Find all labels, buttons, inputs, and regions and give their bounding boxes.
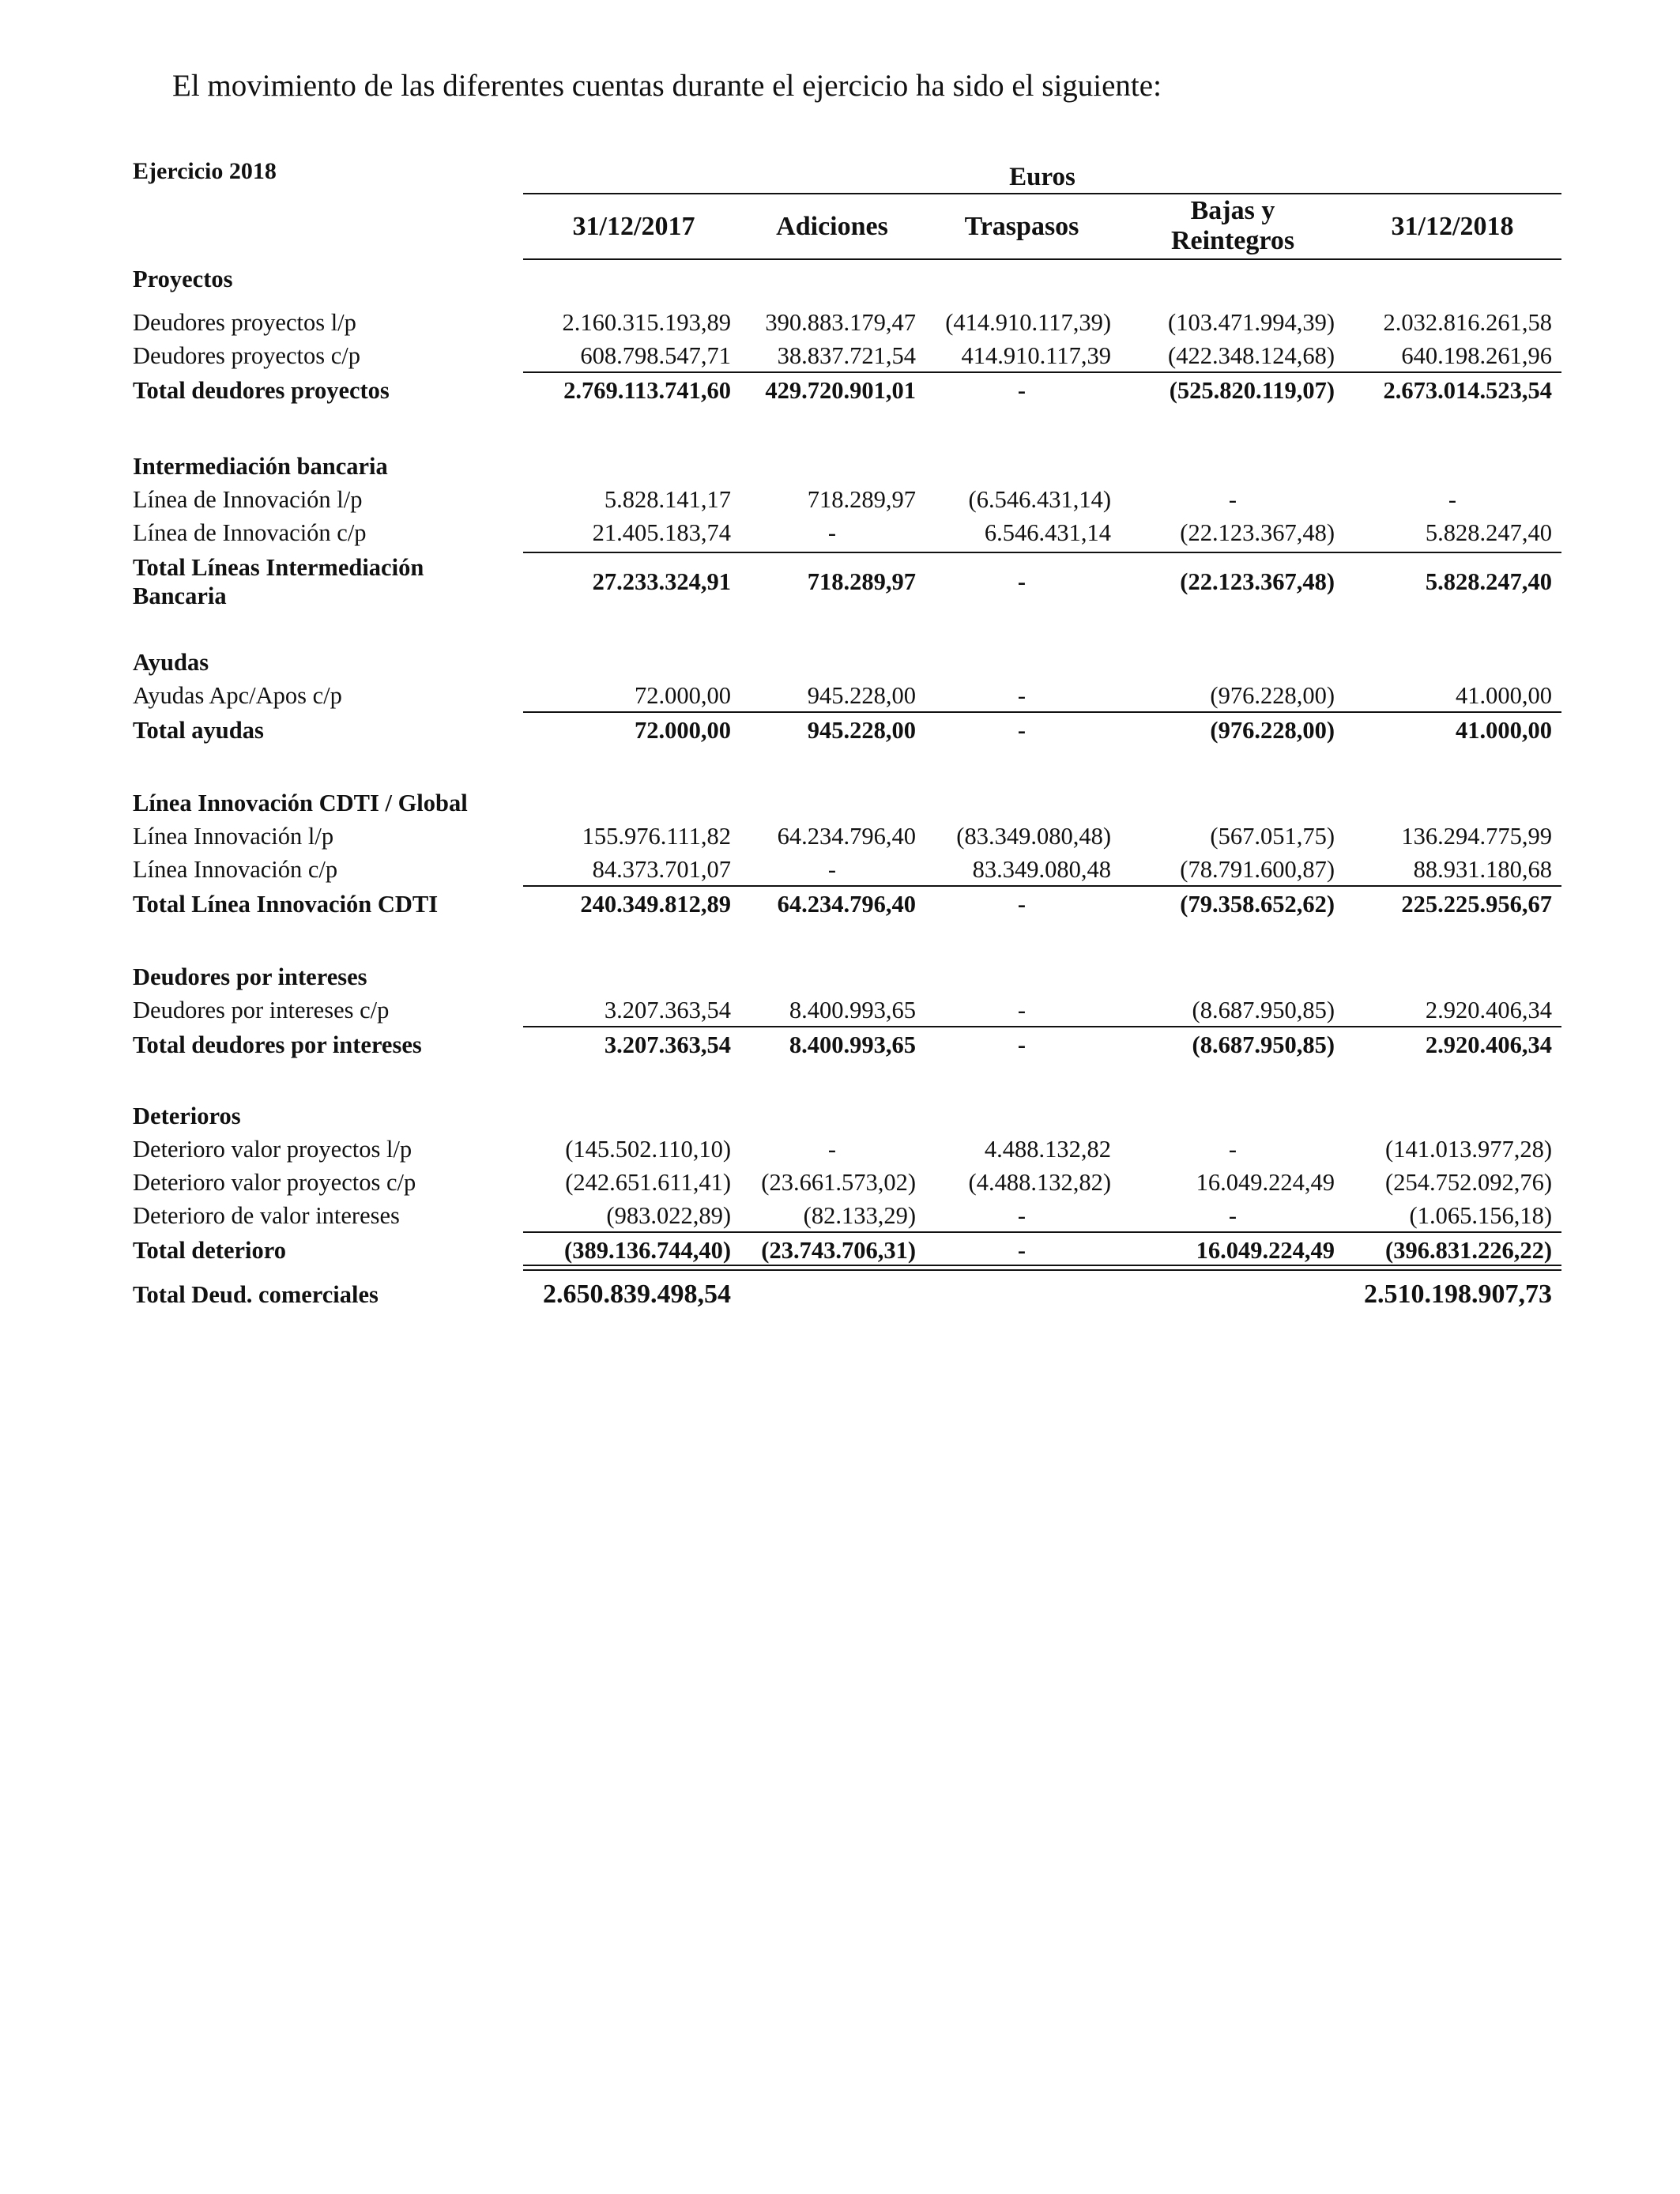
table-cell: - [1017, 568, 1026, 595]
total-row-label: Total Deud. comerciales [133, 1281, 379, 1308]
table-cell: 72.000,00 [635, 682, 731, 709]
total-row-label: Total Línea Innovación CDTI [133, 891, 439, 918]
column-header: Bajas y Reintegros [1170, 196, 1295, 255]
table-cell: 2.920.406,34 [1425, 1031, 1552, 1058]
table-cell: (145.502.110,10) [565, 1136, 731, 1163]
table-cell: (8.687.950,85) [1192, 997, 1335, 1023]
table-cell: (1.065.156,18) [1409, 1202, 1552, 1229]
table-cell: - [1228, 486, 1237, 513]
table-cell: 41.000,00 [1456, 682, 1552, 709]
table-cell: (4.488.132,82) [968, 1169, 1111, 1196]
intro-text: El movimiento de las diferentes cuentas durante el ejercicio ha sido el siguiente: [172, 69, 1162, 103]
table-cell: 84.373.701,07 [592, 856, 731, 883]
row-label: Ayudas Apc/Apos c/p [133, 682, 342, 709]
table-cell: - [1017, 891, 1026, 918]
subtotal-rule [523, 711, 1561, 713]
table-cell: (976.228,00) [1210, 682, 1335, 709]
table-cell: - [1017, 682, 1026, 709]
table-cell: (525.820.119,07) [1169, 377, 1335, 404]
table-cell: 16.049.224,49 [1196, 1169, 1335, 1196]
table-cell: (396.831.226,22) [1385, 1237, 1552, 1264]
section-heading: Deudores por intereses [133, 963, 367, 990]
column-header-rule [523, 258, 1561, 260]
table-cell: - [827, 519, 837, 546]
period-label: Ejercicio 2018 [133, 158, 277, 184]
table-cell: 240.349.812,89 [580, 891, 731, 918]
table-cell: 2.160.315.193,89 [562, 309, 731, 336]
total-row-label: Total deudores por intereses [133, 1031, 422, 1058]
column-header: Adiciones [776, 212, 888, 241]
table-cell: (22.123.367,48) [1180, 568, 1335, 595]
table-cell: (414.910.117,39) [945, 309, 1111, 336]
table-cell: 21.405.183,74 [592, 519, 731, 546]
table-cell: 16.049.224,49 [1196, 1237, 1335, 1264]
table-cell: (23.661.573,02) [761, 1169, 916, 1196]
table-cell: (103.471.994,39) [1168, 309, 1335, 336]
table-cell: 5.828.247,40 [1425, 519, 1552, 546]
row-label: Línea de Innovación l/p [133, 486, 363, 513]
total-row-label: Total deterioro [133, 1237, 286, 1264]
column-header: 31/12/2018 [1391, 212, 1514, 241]
table-cell: 2.920.406,34 [1425, 997, 1552, 1023]
table-cell: 2.510.198.907,73 [1364, 1280, 1552, 1309]
table-cell: 136.294.775,99 [1401, 823, 1552, 850]
table-cell: 945.228,00 [807, 682, 916, 709]
row-label: Deudores proyectos c/p [133, 342, 360, 369]
table-cell: 27.233.324,91 [592, 568, 731, 595]
table-cell: 718.289,97 [807, 568, 916, 595]
table-cell: (6.546.431,14) [968, 486, 1111, 513]
subtotal-rule [523, 1026, 1561, 1027]
table-cell: 414.910.117,39 [961, 342, 1111, 369]
unit-header-rule [523, 193, 1561, 194]
table-cell: 2.650.839.498,54 [543, 1280, 731, 1309]
table-cell: - [827, 1136, 837, 1163]
table-cell: 2.032.816.261,58 [1383, 309, 1552, 336]
table-cell: (567.051,75) [1210, 823, 1335, 850]
subtotal-rule [523, 885, 1561, 887]
table-cell: - [1017, 377, 1026, 404]
table-cell: (8.687.950,85) [1192, 1031, 1335, 1058]
table-cell: 8.400.993,65 [789, 997, 916, 1023]
column-header: 31/12/2017 [572, 212, 695, 241]
table-cell: 6.546.431,14 [984, 519, 1111, 546]
column-header: Traspasos [964, 212, 1079, 241]
table-cell: 64.234.796,40 [777, 891, 916, 918]
table-cell: (141.013.977,28) [1385, 1136, 1552, 1163]
table-cell: 2.769.113.741,60 [563, 377, 731, 404]
section-heading: Ayudas [133, 649, 209, 676]
table-cell: 72.000,00 [635, 717, 731, 744]
table-cell: (23.743.706,31) [761, 1237, 916, 1264]
table-cell: 155.976.111,82 [582, 823, 731, 850]
table-cell: (976.228,00) [1210, 717, 1335, 744]
row-label: Línea de Innovación c/p [133, 519, 367, 546]
table-cell: 41.000,00 [1456, 717, 1552, 744]
row-label: Deterioro de valor intereses [133, 1202, 400, 1229]
row-label: Deudores por intereses c/p [133, 997, 390, 1023]
total-row-label: Total deudores proyectos [133, 377, 390, 404]
table-cell: 5.828.247,40 [1425, 568, 1552, 595]
unit-header: Euros [1009, 163, 1075, 191]
table-cell: 3.207.363,54 [604, 997, 731, 1023]
section-heading: Línea Innovación CDTI / Global [133, 790, 468, 816]
table-cell: (422.348.124,68) [1168, 342, 1335, 369]
total-row-label: Total ayudas [133, 717, 264, 744]
table-cell: (242.651.611,41) [565, 1169, 731, 1196]
row-label: Línea Innovación l/p [133, 823, 334, 850]
table-cell: 640.198.261,96 [1401, 342, 1552, 369]
subtotal-rule [523, 552, 1561, 553]
table-cell: 429.720.901,01 [765, 377, 916, 404]
table-cell: (78.791.600,87) [1180, 856, 1335, 883]
table-cell: - [1228, 1136, 1237, 1163]
table-cell: (389.136.744,40) [564, 1237, 731, 1264]
table-cell: - [1017, 1237, 1026, 1264]
table-cell: 390.883.179,47 [765, 309, 916, 336]
row-label: Deterioro valor proyectos c/p [133, 1169, 416, 1196]
section-heading: Intermediación bancaria [133, 453, 388, 480]
table-cell: 4.488.132,82 [984, 1136, 1111, 1163]
section-heading: Proyectos [133, 266, 233, 292]
table-cell: - [827, 856, 837, 883]
table-cell: (22.123.367,48) [1180, 519, 1335, 546]
subtotal-rule [523, 1231, 1561, 1233]
subtotal-rule [523, 371, 1561, 373]
table-cell: 83.349.080,48 [972, 856, 1111, 883]
grand-total-double-rule [523, 1265, 1561, 1271]
table-cell: - [1017, 997, 1026, 1023]
table-cell: (79.358.652,62) [1180, 891, 1335, 918]
table-cell: - [1017, 717, 1026, 744]
table-cell: - [1448, 486, 1457, 513]
table-cell: 718.289,97 [807, 486, 916, 513]
table-cell: (83.349.080,48) [956, 823, 1111, 850]
table-cell: 3.207.363,54 [604, 1031, 731, 1058]
table-cell: 225.225.956,67 [1401, 891, 1552, 918]
table-cell: 8.400.993,65 [789, 1031, 916, 1058]
row-label: Línea Innovación c/p [133, 856, 338, 883]
table-cell: (82.133,29) [803, 1202, 916, 1229]
table-cell: 945.228,00 [807, 717, 916, 744]
total-row-label: Total Líneas Intermediación Bancaria [133, 554, 424, 609]
table-cell: 5.828.141,17 [604, 486, 731, 513]
section-heading: Deterioros [133, 1103, 241, 1129]
table-cell: - [1017, 1202, 1026, 1229]
table-cell: 608.798.547,71 [580, 342, 731, 369]
table-cell: 64.234.796,40 [777, 823, 916, 850]
table-cell: - [1228, 1202, 1237, 1229]
table-cell: 38.837.721,54 [777, 342, 916, 369]
table-cell: (254.752.092,76) [1385, 1169, 1552, 1196]
table-cell: (983.022,89) [606, 1202, 731, 1229]
row-label: Deudores proyectos l/p [133, 309, 356, 336]
row-label: Deterioro valor proyectos l/p [133, 1136, 412, 1163]
table-cell: 2.673.014.523,54 [1383, 377, 1552, 404]
table-cell: 88.931.180,68 [1413, 856, 1552, 883]
table-cell: - [1017, 1031, 1026, 1058]
